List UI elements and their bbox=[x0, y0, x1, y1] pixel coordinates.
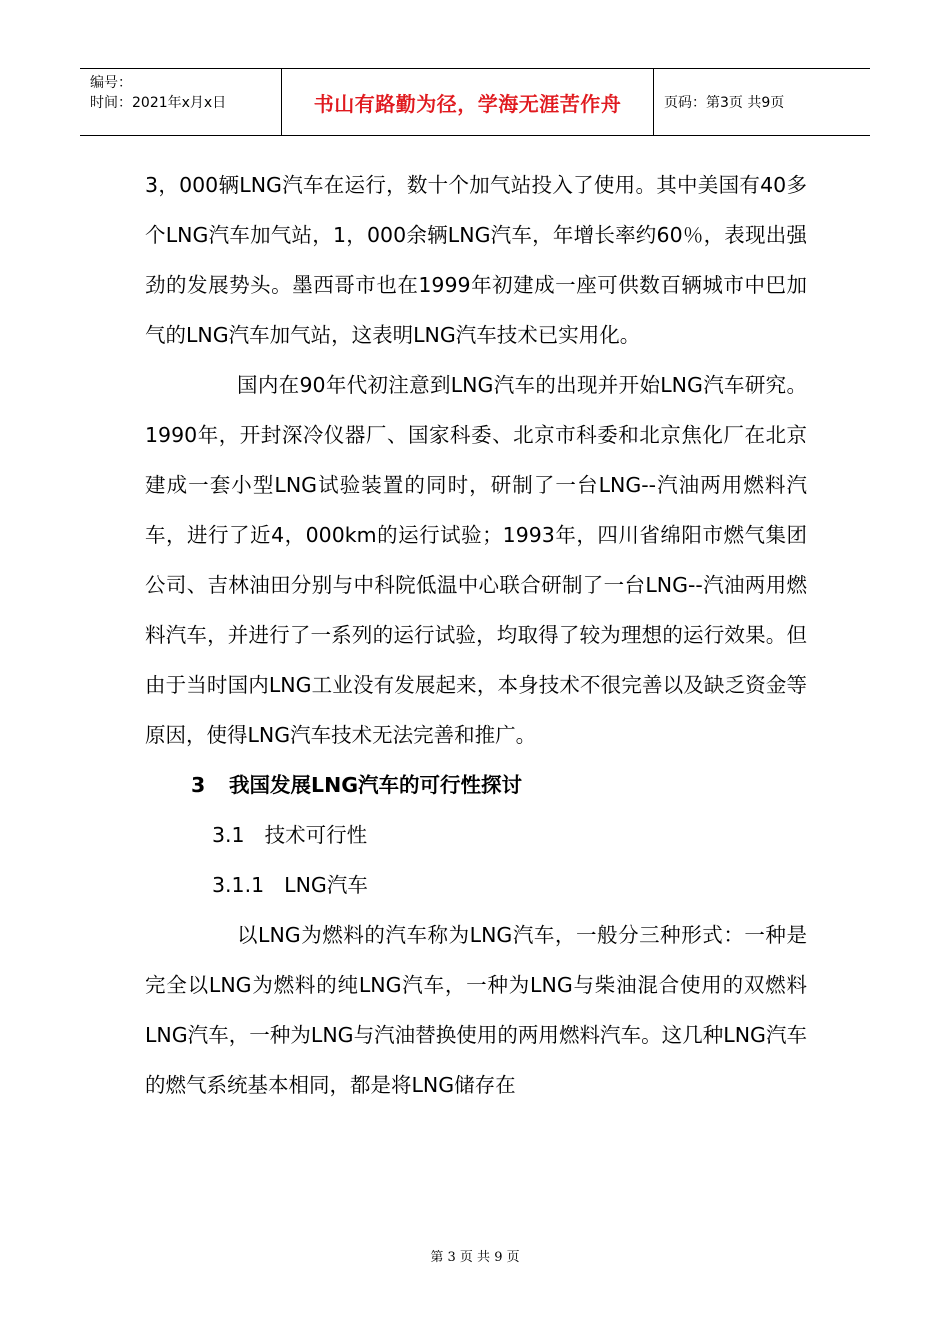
header-meta-cell bbox=[80, 69, 282, 135]
page-info-text: 页码：第3页 共9页 bbox=[664, 95, 785, 111]
motto-text: 书山有路勤为径，学海无涯苦作舟 bbox=[313, 91, 622, 116]
page-info-cell bbox=[654, 69, 870, 135]
paragraph-3: 以LNG为燃料的汽车称为LNG汽车，一般分三种形式：一种是完全以LNG为燃料的纯LNG汽车，一种为LNG与柴油混合使用的双燃料LNG汽车，一种为LNG与汽油替换使用的两用燃料汽车。这几种LNG汽车的燃气系统基本相同，都是将LNG储存在 bbox=[145, 923, 807, 1097]
section-heading-3 bbox=[145, 760, 807, 810]
motto-cell bbox=[282, 69, 654, 135]
number-label: 编号： bbox=[90, 75, 132, 91]
paragraph-2: 国内在90年代初注意到LNG汽车的出现并开始LNG汽车研究。1990年，开封深冷仪器厂、国家科委、北京市科委和北京焦化厂在北京建成一套小型LNG试验装置的同时，研制了一台LNG--汽油两用燃料汽车，进行了近4，000km的运行试验；1993年，四川省绵阳市燃气集团公司、吉林油田分别与中科院低温中心联合研制了一台LNG--汽油两用燃料汽车，并进行了一系列的运行试验，均取得了较为理想的运行效果。但由于当时国内LNG工业没有发展起来，本身技术不很完善以及缺乏资金等原因，使得LNG汽车技术无法完善和推广。 bbox=[145, 373, 807, 747]
subsection-heading-3-1-1 bbox=[145, 860, 807, 910]
section-title: 我国发展LNG汽车的可行性探讨 bbox=[229, 773, 523, 797]
paragraph-1: 3，000辆LNG汽车在运行，数十个加气站投入了使用。其中美国有40多个LNG汽车加气站，1，000余辆LNG汽车，年增长率约60％，表现出强劲的发展势头。墨西哥市也在1999年初建成一座可供数百辆城市中巴加气的LNG汽车加气站，这表明LNG汽车技术已实用化。 bbox=[145, 173, 807, 347]
subsubsection-title: LNG汽车 bbox=[284, 873, 368, 897]
subsection-number: 3.1 bbox=[212, 823, 245, 847]
subsection-title: 技术可行性 bbox=[264, 823, 368, 847]
document-body bbox=[145, 160, 807, 1110]
time-label: 时间：2021年x月x日 bbox=[90, 95, 227, 111]
subsection-heading-3-1 bbox=[145, 810, 807, 860]
document-header bbox=[80, 68, 870, 136]
section-number: 3 bbox=[191, 773, 206, 797]
subsubsection-number: 3.1.1 bbox=[212, 873, 265, 897]
page-footer: 第 3 页 共 9 页 bbox=[430, 1250, 520, 1265]
